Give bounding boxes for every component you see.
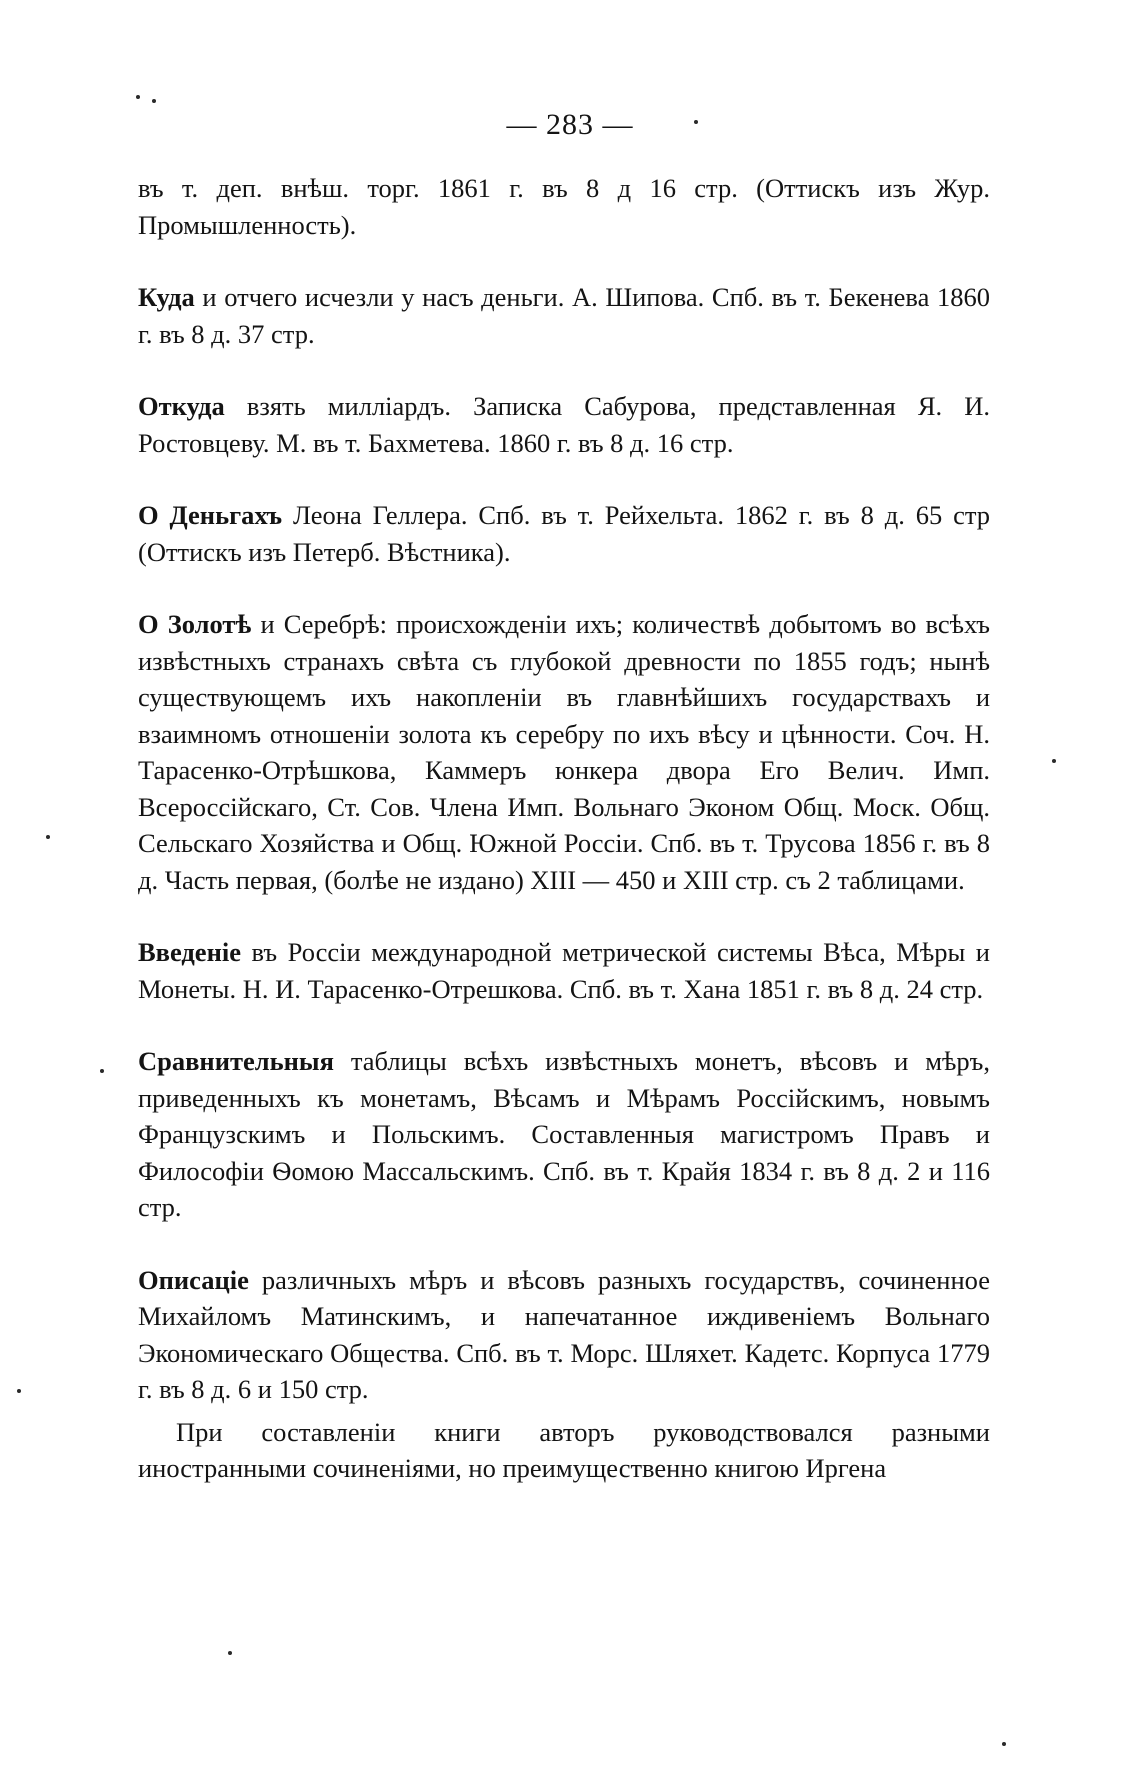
scan-speck	[17, 1389, 21, 1393]
scan-speck	[1002, 1742, 1006, 1746]
bibliography-list	[138, 170, 990, 1487]
page-number: — 283 —	[506, 108, 634, 141]
entry-title: Сравнительныя	[138, 1046, 334, 1076]
scan-speck	[228, 1651, 232, 1655]
entry-text: взять милліардъ. Записка Сабурова, представленная Я. И. Ростовцеву. М. въ т. Бахметева. 1860 г. въ 8 д. 16 стр.	[138, 391, 990, 458]
scan-speck	[694, 120, 698, 124]
bibliography-entry	[138, 170, 990, 243]
entry-title: Куда	[138, 282, 195, 312]
entry-text: и отчего исчезли у насъ деньги. А. Шипова. Спб. въ т. Бекенева 1860 г. въ 8 д. 37 стр.	[138, 282, 990, 349]
entry-text: таблицы всѣхъ извѣстныхъ монетъ, вѣсовъ и мѣръ, приведенныхъ къ монетамъ, Вѣсамъ и Мѣрамъ Россійскимъ, новымъ Французскимъ и Польскимъ. Составленныя магистромъ Правъ и Философіи Ѳомою Массальскимъ. Спб. въ т. Крайя 1834 г. въ 8 д. 2 и 116 стр.	[138, 1046, 990, 1222]
scan-speck	[46, 835, 50, 839]
bibliography-entry	[138, 606, 990, 898]
bibliography-entry	[138, 1262, 990, 1408]
bibliography-entry	[138, 497, 990, 570]
entry-title: Откуда	[138, 391, 225, 421]
entry-text: различныхъ мѣръ и вѣсовъ разныхъ государствъ, сочиненное Михайломъ Матинскимъ, и напечатанное иждивеніемъ Вольнаго Экономическаго Общества. Спб. въ т. Морс. Шляхет. Кадетс. Корпуса 1779 г. въ 8 д. 6 и 150 стр.	[138, 1264, 990, 1404]
bibliography-entry	[138, 388, 990, 461]
bibliography-entry	[138, 934, 990, 1007]
entry-title: Введеніе	[138, 937, 241, 967]
bibliography-entry	[138, 1043, 990, 1226]
bibliography-entry	[138, 279, 990, 352]
entry-title: О Золотѣ	[138, 609, 252, 639]
scan-speck	[1052, 759, 1056, 763]
entry-text: Леона Геллера. Спб. въ т. Рейхельта. 1862 г. въ 8 д. 65 стр (Оттискъ изъ Петерб. Вѣстника).	[138, 500, 990, 567]
entry-title: О Деньгахъ	[138, 500, 283, 530]
scan-speck	[152, 99, 156, 103]
closing-paragraph: При составленіи книги авторъ руководствовался разными иностранными сочиненіями, но преимущественно книгою Иргена	[138, 1416, 990, 1483]
entry-text: въ Россіи международной метрической системы Вѣса, Мѣры и Монеты. Н. И. Тарасенко-Отрешкова. Спб. въ т. Хана 1851 г. въ 8 д. 24 стр.	[138, 937, 990, 1004]
scan-speck	[100, 1069, 104, 1073]
entry-text: въ т. деп. внѣш. торг. 1861 г. въ 8 д 16 стр. (Оттискъ изъ Жур. Промышленность).	[138, 173, 990, 240]
scan-speck	[136, 95, 140, 99]
entry-text: и Серебрѣ: происхожденіи ихъ; количествѣ добытомъ во всѣхъ извѣстныхъ странахъ свѣта съ глубокой древности по 1855 годъ; нынѣ существующемъ ихъ накопленіи въ главнѣйшихъ государствахъ и взаимномъ отношеніи золота къ серебру по ихъ вѣсу и цѣнности. Соч. Н. Тарасенко-Отрѣшкова, Каммеръ юнкера двора Его Велич. Имп. Всероссійскаго, Ст. Сов. Члена Имп. Вольнаго Эконом Общ. Моск. Общ. Сельскаго Хозяйства и Общ. Южной Россіи. Спб. въ т. Трусова 1856 г. въ 8 д. Часть первая, (болѣе не издано) XIII — 450 и XIII стр. съ 2 таблицами.	[138, 609, 990, 895]
entry-title: Описаціе	[138, 1264, 249, 1295]
